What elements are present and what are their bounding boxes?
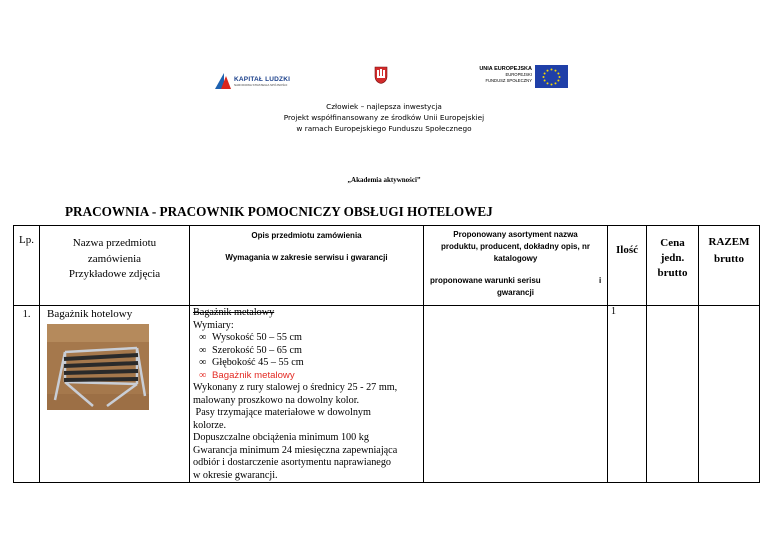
eu-flag-icon — [535, 65, 568, 88]
document-title: PRACOWNIA - PRACOWNIK POMOCNICZY OBSŁUGI HOTELOWEJ — [65, 204, 493, 219]
desc-line: w okresie gwarancji. — [193, 469, 278, 481]
header-name — [40, 226, 190, 306]
luggage-rack-photo — [47, 324, 149, 410]
list-item: ∞ Głębokość 45 – 55 cm — [199, 357, 304, 368]
row-name — [40, 306, 190, 483]
row-name-text: Bagażnik hotelowy — [47, 308, 133, 320]
header-lp: Lp. — [14, 226, 40, 306]
header-total — [699, 226, 760, 306]
header-proposed-warranty: gwarancji — [497, 288, 534, 297]
kapital-ludzki-logo — [215, 70, 297, 92]
desc-red-item: Bagażnik metalowy — [212, 369, 295, 381]
header-name-line: Nazwa przedmiotu — [72, 237, 157, 249]
infinity-bullet-icon: ∞ — [199, 357, 207, 368]
infinity-bullet-icon: ∞ — [199, 332, 207, 343]
header-total-line: brutto — [714, 253, 744, 265]
header-price-line: brutto — [657, 267, 688, 279]
table-header-row — [14, 226, 760, 306]
desc-strike-title: Bagażnik metalowy — [193, 307, 275, 318]
row-qty: 1 — [608, 306, 647, 483]
table-row — [14, 306, 760, 483]
city-crest-icon — [374, 66, 388, 84]
desc-line: Wykonany z rury stalowej o średnicy 25 - 27 mm, — [193, 382, 398, 393]
desc-line: kolorze. — [193, 419, 227, 431]
row-price — [647, 306, 699, 483]
desc-line: odbiór i dostarczenie asortymentu naprawianego — [193, 457, 392, 468]
kapital-ludzki-subtitle: NARODOWA STRATEGIA SPÓJNOŚCI — [234, 82, 288, 87]
infinity-bullet-icon: ∞ — [199, 344, 207, 356]
list-item: ∞ Wysokość 50 – 55 cm — [199, 332, 302, 343]
desc-line: malowany proszkowo na dowolny kolor. — [193, 394, 360, 406]
header-proposed-service-i: i — [599, 276, 602, 285]
header-desc-top: Opis przedmiotu zamówienia — [251, 231, 362, 240]
eu-line-1: UNIA EUROPEJSKA — [479, 66, 532, 72]
order-table — [13, 225, 760, 483]
header-proposed-line: Proponowany asortyment nazwa — [453, 230, 578, 239]
desc-dims-label: Wymiary: — [193, 319, 234, 331]
eu-line-2: EUROPEJSKI — [505, 72, 532, 77]
kapital-ludzki-title: KAPITAŁ LUDZKI — [234, 75, 291, 83]
header-proposed-line: produktu, producent, dokładny opis, nr — [441, 242, 590, 251]
row-description — [190, 306, 424, 483]
infinity-bullet-icon: ∞ — [199, 369, 207, 381]
kapital-ludzki-mark-icon — [215, 73, 231, 89]
row-lp: 1. — [14, 306, 40, 483]
desc-line: Pasy trzymające materiałowe w dowolnym — [193, 407, 371, 418]
list-item — [193, 370, 423, 383]
motto-line-1: Człowiek – najlepsza inwestycja — [326, 102, 442, 111]
header-proposed-service-text: proponowane warunki serisu — [430, 276, 541, 285]
desc-line: Dopuszczalne obciążenia minimum 100 kg — [193, 432, 369, 443]
row-total — [699, 306, 760, 483]
header-proposed-service — [424, 275, 607, 287]
header-price — [647, 226, 699, 306]
dims-list — [193, 332, 423, 382]
header-desc-bottom: Wymagania w zakresie serwisu i gwarancji — [225, 253, 388, 262]
motto-line-2: Projekt współfinansowany ze środków Unii Europejskiej — [283, 113, 485, 122]
desc-line: Gwarancja minimum 24 miesięczna zapewniająca — [193, 444, 398, 456]
header-price-line: Cena — [660, 237, 685, 249]
eu-label — [478, 66, 532, 84]
list-item: ∞ Szerokość 50 – 65 cm — [199, 344, 302, 356]
header-price-line: jedn. — [660, 252, 685, 264]
header-qty: Ilość — [608, 226, 647, 306]
motto-line-3: w ramach Europejskiego Funduszu Społecznego — [296, 124, 472, 133]
header-proposed — [424, 226, 608, 306]
header-proposed-line: katalogowy — [493, 254, 538, 263]
project-name: „Akademia aktywności” — [347, 176, 421, 184]
header-description — [190, 226, 424, 306]
header-name-line: zamówienia — [87, 252, 142, 265]
header-total-line: RAZEM — [708, 236, 750, 248]
eu-line-3: FUNDUSZ SPOŁECZNY — [485, 78, 532, 83]
row-proposed — [424, 306, 608, 483]
header-name-line: Przykładowe zdjęcia — [68, 268, 161, 280]
